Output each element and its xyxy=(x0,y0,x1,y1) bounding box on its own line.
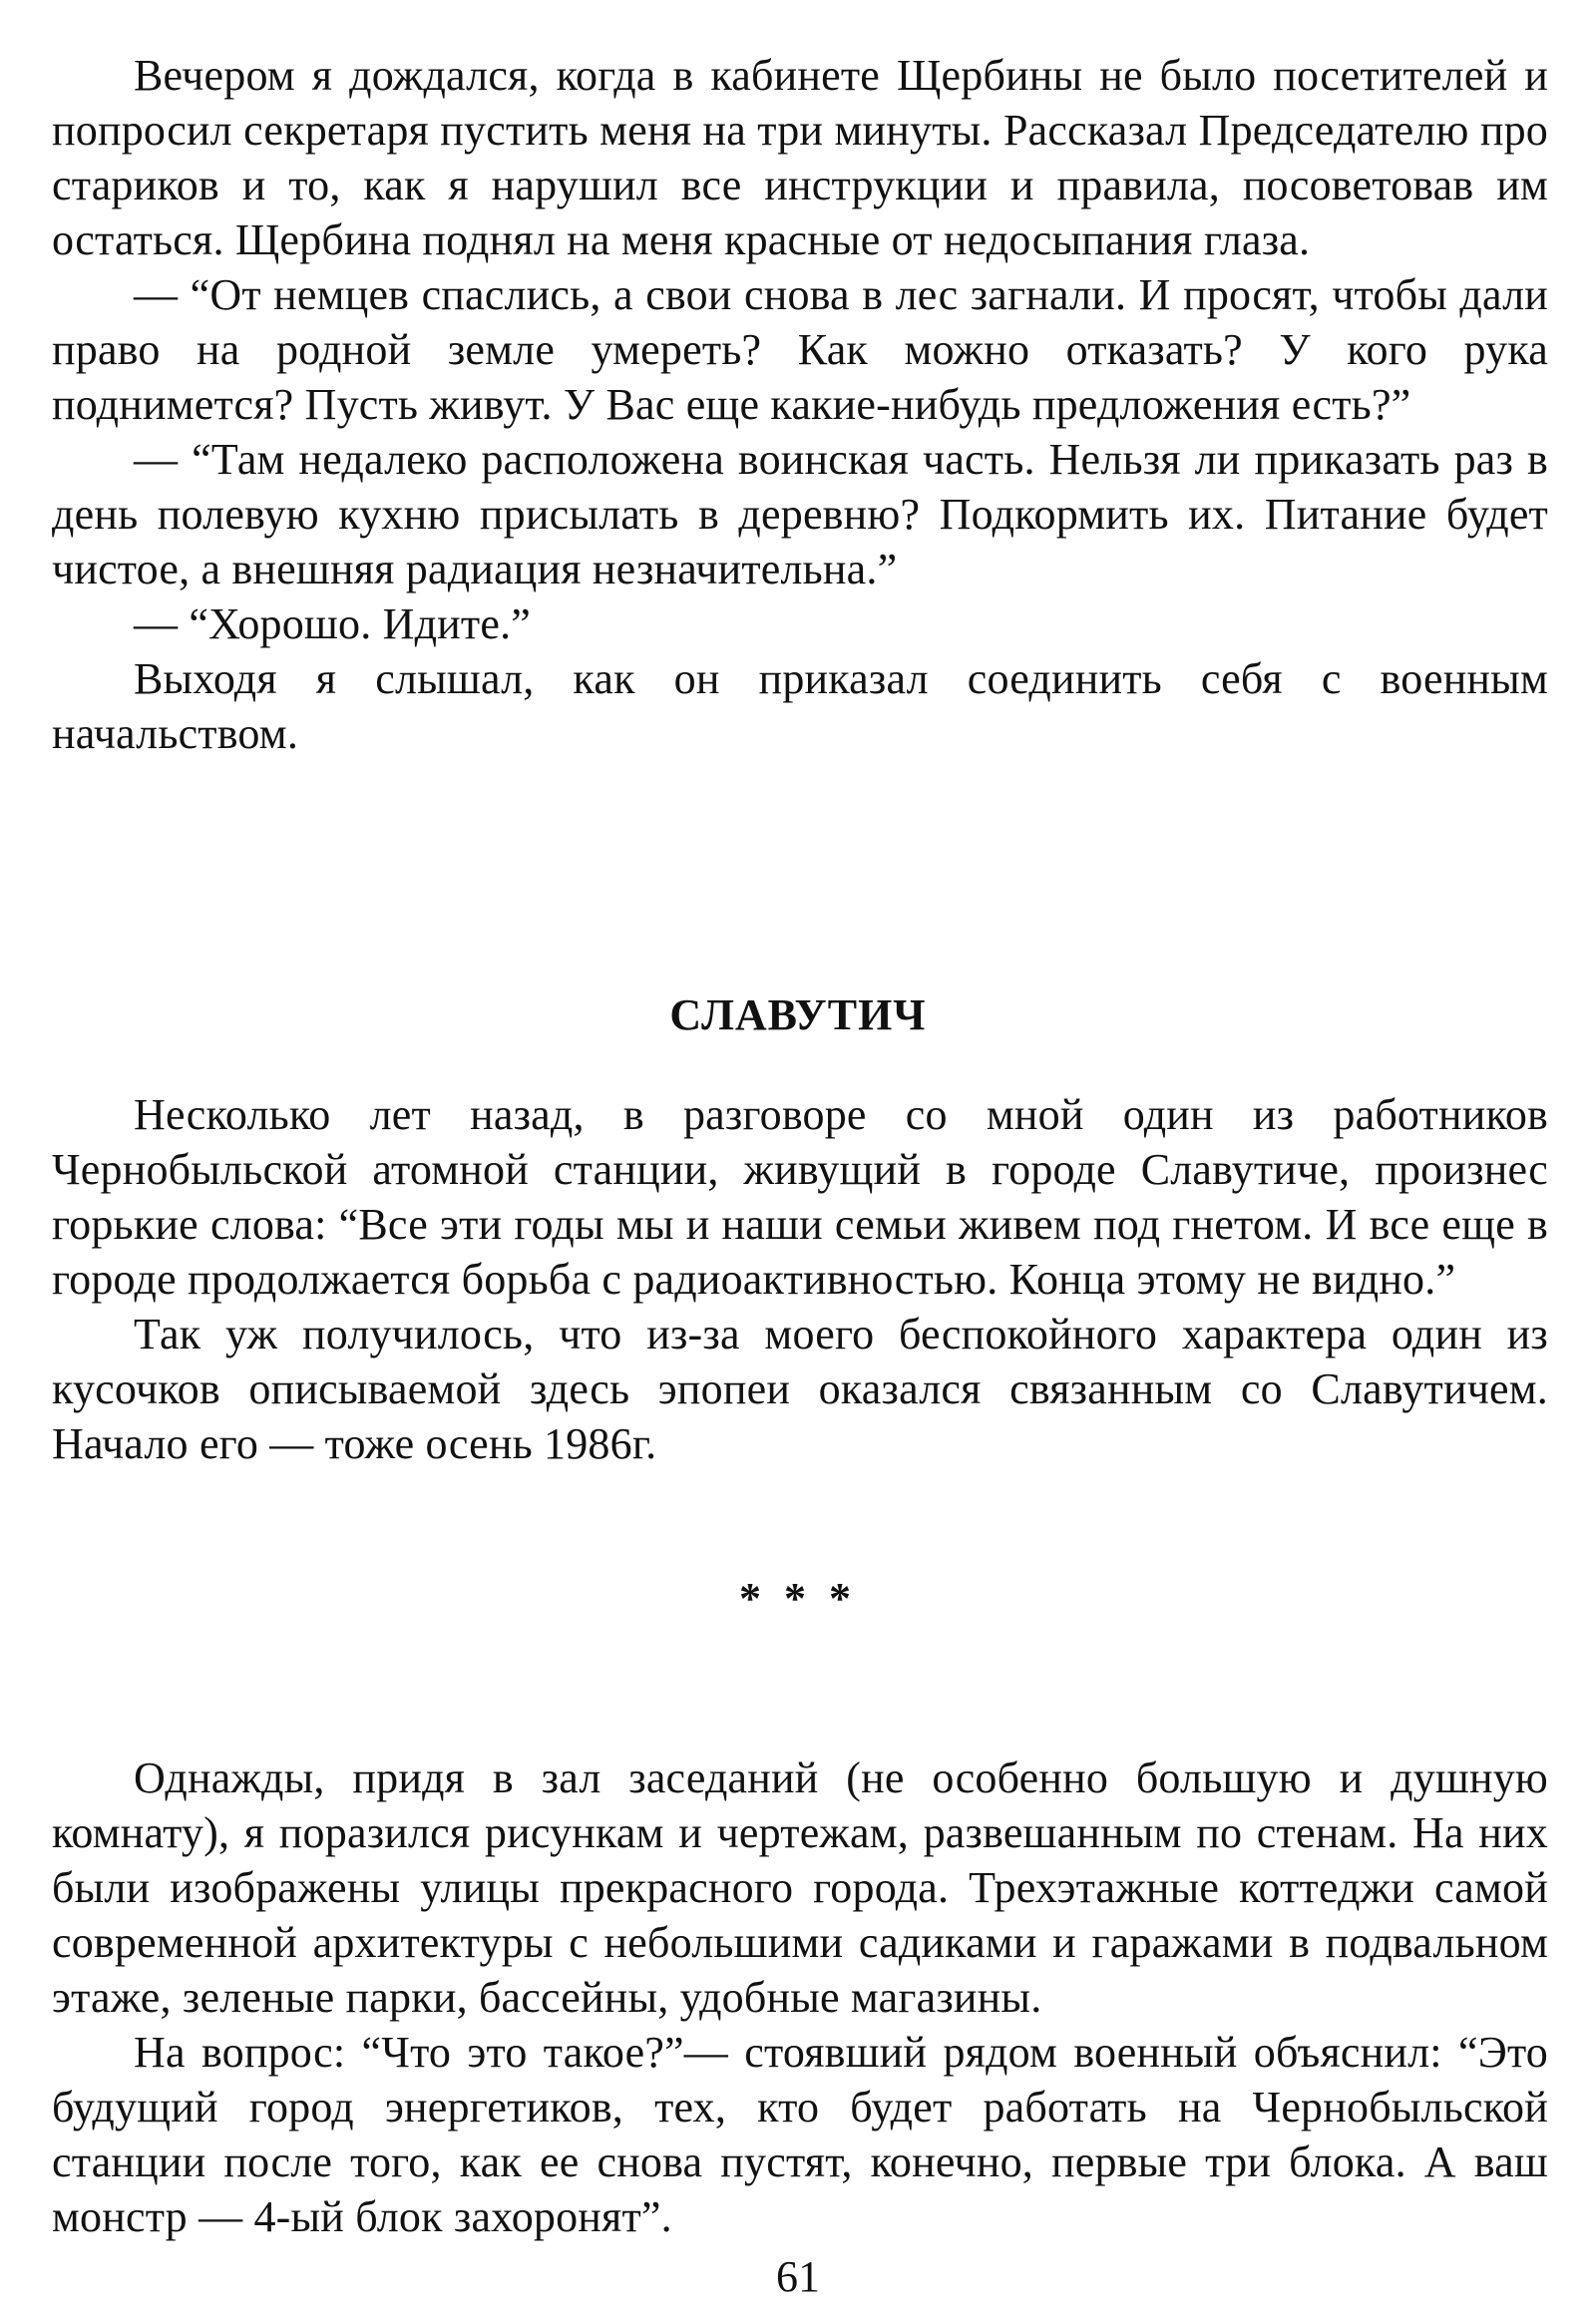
section-heading: СЛАВУТИЧ xyxy=(669,990,927,1039)
paragraph-shcherbina-visit: Вечером я дождался, когда в кабинете Щербины не было посетителей и попросил секретаря пустить меня на три минуты. Рассказал Председателю про стариков и то, как я нарушил все инструкции и правила, посоветовав им остаться. Щербина поднял на меня красные от недосыпания глаза. xyxy=(52,51,1548,264)
paragraph-leaving: Выходя я слышал, как он приказал соединить себя с военным начальством. xyxy=(52,654,1548,758)
text-section-top xyxy=(52,48,1548,761)
paragraph-future-city: На вопрос: “Что это такое?”— стоявший рядом военный объяснил: “Это будущий город энергетиков, тех, кто будет работать на Чернобыльской станции после того, как ее снова пустят, конечно, первые три блока. А ваш монстр — 4-ый блок захоронят”. xyxy=(52,2028,1548,2241)
section-separator: * * * xyxy=(739,1574,857,1623)
paragraph-dialogue-shcherbina: — “От немцев спаслись, а свои снова в лес загнали. И просят, чтобы дали право на родной земле умереть? Как можно отказать? У кого рука поднимется? Пусть живут. У Вас еще какие-нибудь предложения есть?” xyxy=(52,270,1548,429)
paragraph-slavutich-origin: Так уж получилось, что из-за моего беспокойного характера один из кусочков описываемой здесь эпопеи оказался связанным со Славутичем. Начало его — тоже осень 1986г. xyxy=(52,1310,1548,1468)
paragraph-dialogue-proposal: — “Там недалеко расположена воинская часть. Нельзя ли приказать раз в день полевую кухню присылать в деревню? Подкормить их. Питание будет чистое, а внешняя радиация незначительна.” xyxy=(52,435,1548,593)
paragraph-meeting-hall: Однажды, придя в зал заседаний (не особенно большую и душную комнату), я поразился рисункам и чертежам, развешанным по стенам. На них были изображены улицы прекрасного города. Трехэтажные коттеджи самой современной архитектуры с небольшими садиками и гаражами в подвальном этаже, зеленые парки, бассейны, удобные магазины. xyxy=(52,1753,1548,2022)
page-number: 61 xyxy=(776,2252,820,2301)
text-section-middle xyxy=(52,1087,1548,1471)
text-section-bottom xyxy=(52,1750,1548,2244)
paragraph-slavutich-intro: Несколько лет назад, в разговоре со мной один из работников Чернобыльской атомной станции, живущий в городе Славутиче, произнес горькие слова: “Все эти годы мы и наши семьи живем под гнетом. И все еще в городе продолжается борьба с радиоактивностью. Конца этому не видно.” xyxy=(52,1090,1548,1304)
paragraph-dialogue-reply: — “Хорошо. Идите.” xyxy=(134,599,532,648)
